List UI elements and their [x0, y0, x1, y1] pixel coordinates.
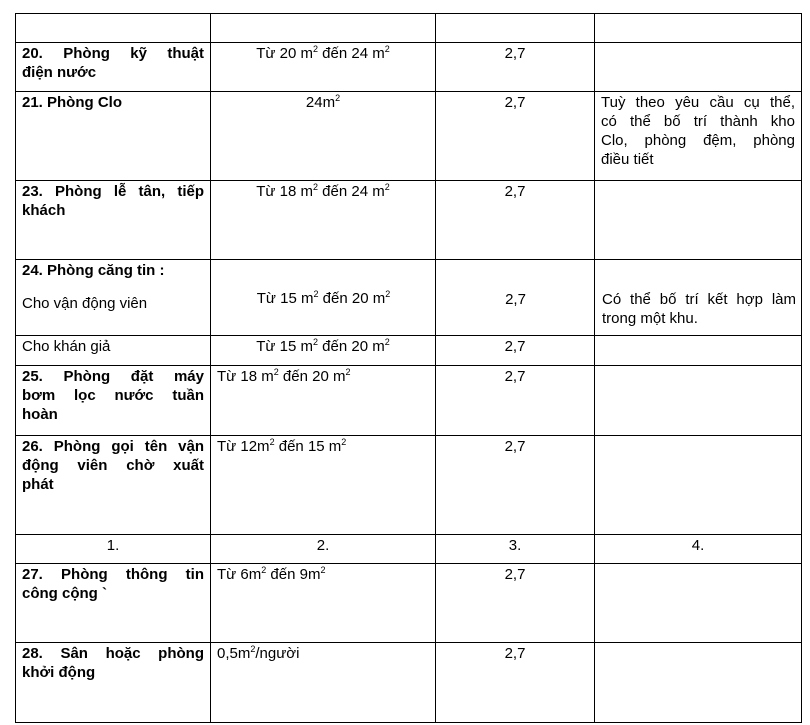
- cell-empty: [436, 14, 595, 43]
- area-cell: Từ 18 $m^2$ đến 20 $m^2$: [211, 366, 436, 436]
- room-name-cell: 28. Sân hoặc phòng khởi động: [16, 643, 211, 723]
- height-cell: 2,7: [436, 436, 595, 535]
- note-cell: [595, 564, 802, 643]
- note-cell: Tuỳ theo yêu cầu cụ thể, có thể bố trí thành kho Clo, phòng đệm, phòng điều tiết: [595, 92, 802, 181]
- room-name-cell: 26. Phòng gọi tên vận động viên chờ xuất phát: [16, 436, 211, 535]
- canteen-athletes-note: Có thể bố trí kết hợp làm trong một khu.: [602, 291, 796, 327]
- area-cell: Từ $6m^2$ đến $9m^2$: [211, 564, 436, 643]
- table-row-numbering: [16, 535, 802, 564]
- room-name-cell: Cho khán giả: [16, 336, 211, 366]
- canteen-athletes-height: 2,7: [505, 291, 526, 308]
- area-cell: $0,5m^2$/người: [211, 643, 436, 723]
- note-cell: [595, 643, 802, 723]
- room-name-cell: 20. Phòng kỹ thuật điện nước: [16, 43, 211, 92]
- room-requirements-table: [15, 13, 802, 723]
- height-cell: 2,7: [436, 181, 595, 260]
- table-row: [16, 92, 802, 181]
- area-cell: $24m^2$: [211, 92, 436, 181]
- note-cell: [595, 336, 802, 366]
- table-row: [16, 643, 802, 723]
- table-row: [16, 336, 802, 366]
- note-cell: [595, 43, 802, 92]
- height-cell: 2,7: [436, 43, 595, 92]
- table-row: [16, 43, 802, 92]
- area-cell: Từ $12m^2$ đến 15 $m^2$: [211, 436, 436, 535]
- room-name-cell: 25. Phòng đặt máy bơm lọc nước tuần hoàn: [16, 366, 211, 436]
- table-row: [16, 564, 802, 643]
- cell-empty: [16, 14, 211, 43]
- area-cell: Từ 20 $m^2$ đến 24 $m^2$: [211, 43, 436, 92]
- note-cell: [595, 436, 802, 535]
- height-cell: 2,7: [436, 366, 595, 436]
- room-name-cell: 23. Phòng lễ tân, tiếp khách: [16, 181, 211, 260]
- table-row-blank-top: [16, 14, 802, 43]
- column-number: 2.: [211, 535, 436, 564]
- area-cell: Từ 15 $m^2$ đến 20 $m^2$: [211, 336, 436, 366]
- table-row: [16, 181, 802, 260]
- height-cell: 2,7: [436, 564, 595, 643]
- height-cell: 2,7: [436, 336, 595, 366]
- cell-empty: [595, 14, 802, 43]
- room-name-cell: 27. Phòng thông tin công cộng `: [16, 564, 211, 643]
- canteen-athletes-area: Từ 15 $m^2$ đến 20 $m^2$: [256, 289, 391, 307]
- column-number: 1.: [16, 535, 211, 564]
- room-name-cell: 21. Phòng Clo: [16, 92, 211, 181]
- room-name-cell: 24. Phòng căng tin : Cho vận động viên: [16, 260, 211, 336]
- note-cell: [595, 181, 802, 260]
- note-cell: [595, 366, 802, 436]
- area-cell: Từ 18 $m^2$ đến 24 $m^2$: [211, 181, 436, 260]
- column-number: 4.: [595, 535, 802, 564]
- table-row: [16, 366, 802, 436]
- column-number: 3.: [436, 535, 595, 564]
- cell-empty: [211, 14, 436, 43]
- height-cell: 2,7: [436, 643, 595, 723]
- table-row: [16, 436, 802, 535]
- height-cell: 2,7: [436, 92, 595, 181]
